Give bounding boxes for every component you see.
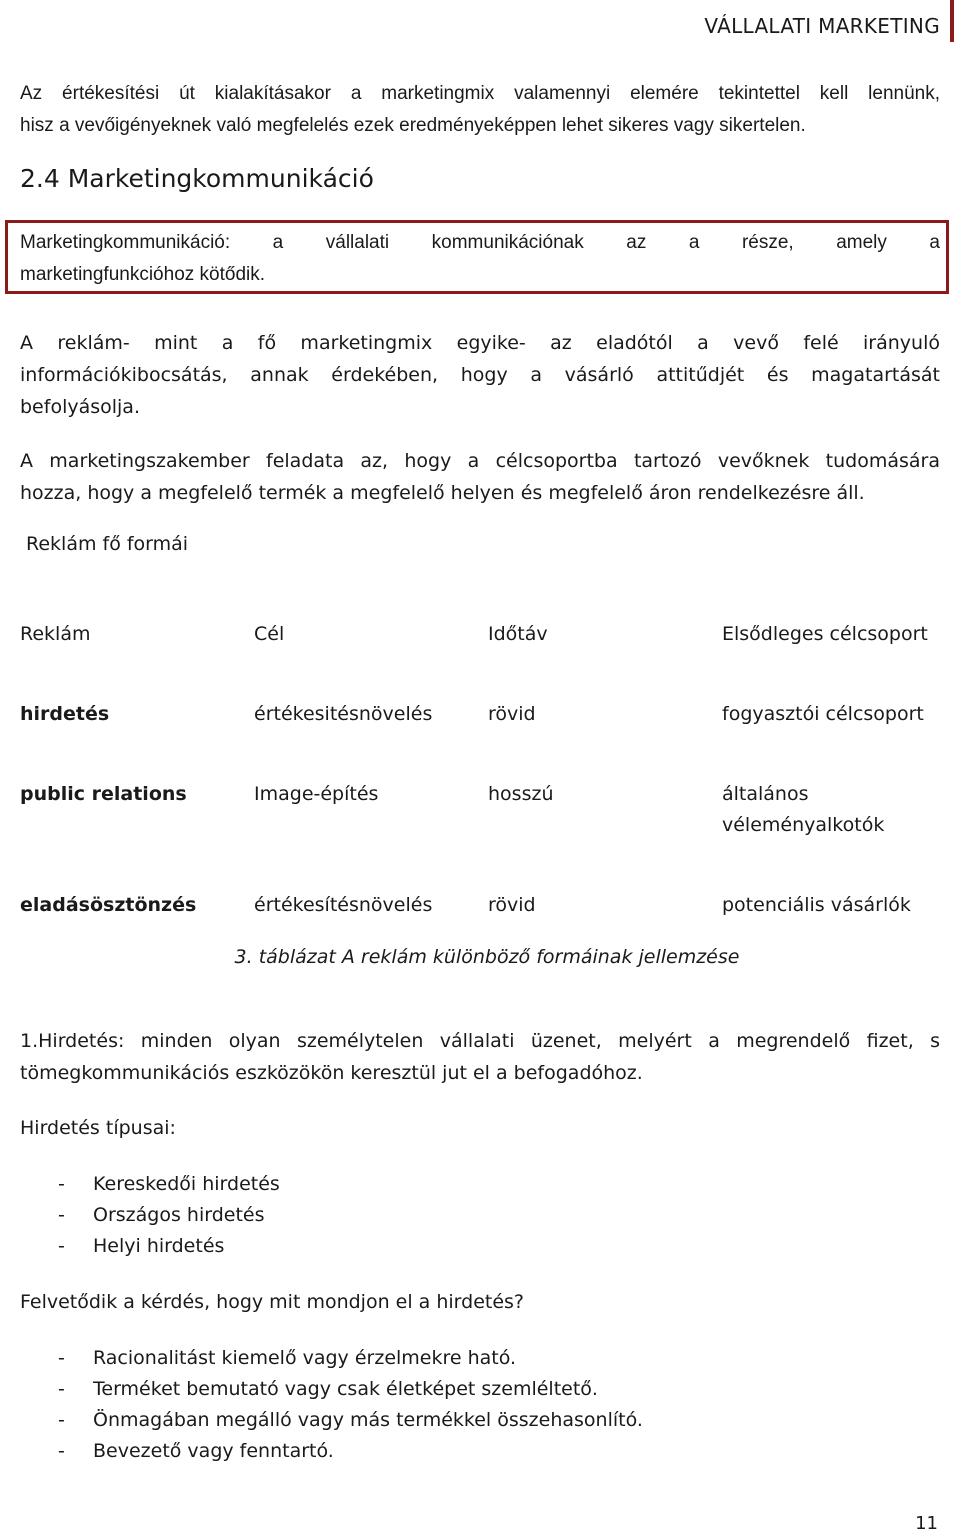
list-item-type-3: Helyi hirdetés: [93, 1235, 225, 1257]
list-dash: -: [58, 1173, 65, 1195]
list-item-option-3: Önmagában megálló vagy más termékkel összehasonlító.: [93, 1409, 643, 1431]
intro-line-2: hisz a vevőigényeknek való megfelelés ezek eredményeképpen lehet sikeres vagy sikertelen.: [20, 115, 806, 136]
hirdetes-line-2: tömegkommunikációs eszközökön keresztül jut el a befogadóhoz.: [20, 1062, 643, 1084]
table-cell-row3-cel: értékesítésnövelés: [254, 894, 433, 916]
table-cell-row1-celcsoport: fogyasztói célcsoport: [722, 703, 924, 725]
list-item-option-1: Racionalitást kiemelő vagy érzelmekre ható.: [93, 1347, 517, 1369]
list-dash: -: [58, 1204, 65, 1226]
hirdetes-line-1: [20, 1025, 940, 1057]
section-heading: 2.4 Marketingkommunikáció: [20, 164, 374, 193]
table-cell-row1-reklam: hirdetés: [20, 703, 110, 725]
table-caption: 3. táblázat A reklám különböző formáinak jellemzése: [234, 946, 740, 968]
list-item-option-2: Terméket bemutató vagy csak életképet szemléltető.: [93, 1378, 598, 1400]
table-cell-row3-reklam: eladásösztönzés: [20, 894, 197, 916]
table-header-idotav: Időtáv: [488, 623, 548, 645]
table-cell-row2-celcsoport: általános véleményalkotók: [722, 783, 885, 836]
running-header: VÁLLALATI MARKETING: [704, 14, 940, 38]
table-cell-row3-idotav: rövid: [488, 894, 536, 916]
list-dash: -: [58, 1409, 65, 1431]
reklam-line-3: befolyásolja.: [20, 396, 140, 418]
hirdetes-number: 1.: [20, 1030, 39, 1052]
table-cell-row2-idotav: hosszú: [488, 783, 554, 805]
definition-line-2: marketingfunkcióhoz kötődik.: [20, 264, 266, 285]
hirdetes-rest: : minden olyan személytelen vállalati üzenet, melyért a megrendelő fizet, s: [117, 1030, 940, 1052]
definition-line-1: [20, 227, 940, 259]
table-cell-row1-idotav: rövid: [488, 703, 536, 725]
table-header-cel: Cél: [254, 623, 285, 645]
szakember-line-1: A marketingszakember feladata az, hogy a célcsoportba tartozó vevőknek tudomására: [20, 450, 940, 472]
table-title: Reklám fő formái: [26, 533, 189, 555]
definition-term: Marketingkommunikáció: [20, 232, 225, 253]
list-item-type-1: Kereskedői hirdetés: [93, 1173, 280, 1195]
list-dash: -: [58, 1440, 65, 1462]
list-item-option-4: Bevezető vagy fenntartó.: [93, 1440, 334, 1462]
hirdetes-question: Felvetődik a kérdés, hogy mit mondjon el a hirdetés?: [20, 1291, 525, 1313]
table-cell-row2-reklam: public relations: [20, 783, 187, 805]
table-header-reklam: Reklám: [20, 623, 91, 645]
list-dash: -: [58, 1378, 65, 1400]
table-header-celcsoport: Elsődleges célcsoport: [722, 623, 928, 645]
page-number: 11: [915, 1513, 938, 1534]
reklam-line-1: A reklám- mint a fő marketingmix egyike- az eladótól a vevő felé irányuló: [20, 332, 940, 354]
reklam-line-2: információkibocsátás, annak érdekében, hogy a vásárló attitűdjét és magatartását: [20, 364, 940, 386]
table-cell-row1-cel: értékesitésnövelés: [254, 703, 433, 725]
hirdetes-term: Hirdetés: [38, 1030, 118, 1052]
table-cell-row3-celcsoport: potenciális vásárlók: [722, 894, 911, 916]
intro-line-1: Az értékesítési út kialakításakor a marketingmix valamennyi elemére tekintettel kell lennünk,: [20, 83, 940, 104]
list-item-type-2: Országos hirdetés: [93, 1204, 265, 1226]
list-dash: -: [58, 1347, 65, 1369]
list-dash: -: [58, 1235, 65, 1257]
szakember-line-2: hozza, hogy a megfelelő termék a megfelelő helyen és megfelelő áron rendelkezésre áll.: [20, 482, 865, 504]
hirdetes-types-label: Hirdetés típusai:: [20, 1117, 176, 1139]
definition-rest: : a vállalati kommunikációnak az a része, amely a: [224, 232, 940, 253]
header-rule: [950, 0, 954, 42]
table-cell-row2-cel: Image-építés: [254, 783, 379, 805]
